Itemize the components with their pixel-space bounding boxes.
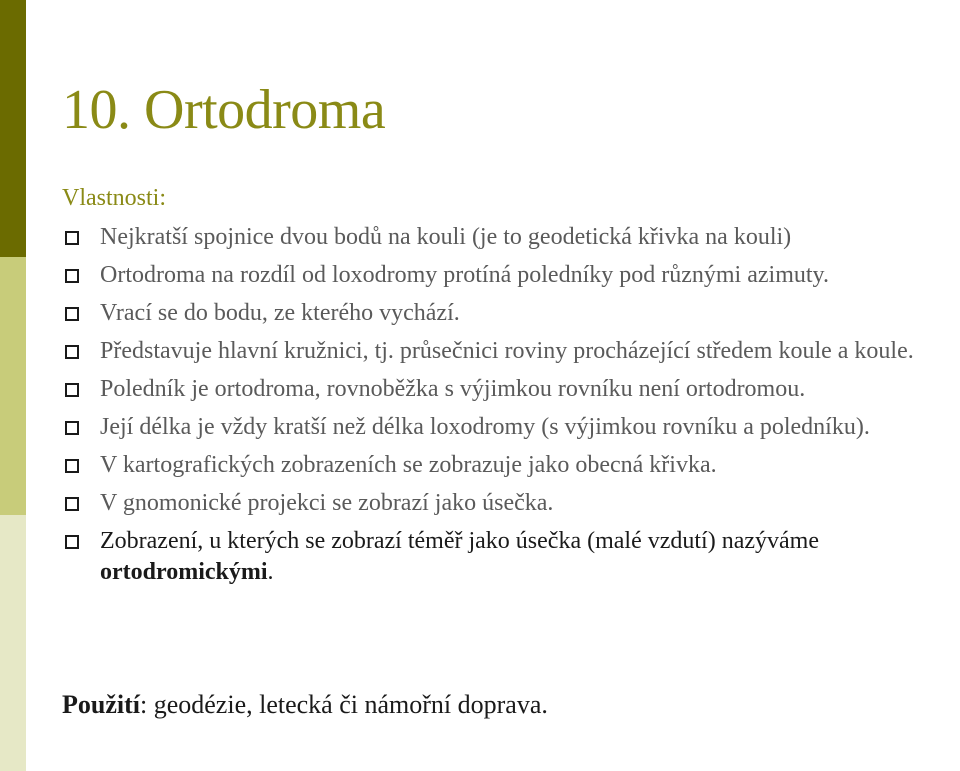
bullet-text: Vrací se do bodu, ze kterého vychází.	[100, 300, 460, 326]
bullet-item	[62, 488, 952, 519]
bullet-item	[62, 450, 952, 481]
bullet-list	[62, 222, 952, 595]
usage-line	[62, 690, 548, 720]
square-bullet-icon	[65, 345, 79, 359]
square-bullet-icon	[65, 459, 79, 473]
bullet-item	[62, 374, 952, 405]
square-bullet-icon	[65, 497, 79, 511]
sidebar-decoration	[0, 0, 26, 771]
sidebar-segment-light	[0, 515, 26, 771]
bullet-text-bold: ortodromickými	[100, 559, 268, 585]
square-bullet-icon	[65, 269, 79, 283]
bullet-text: V gnomonické projekci se zobrazí jako úsečka.	[100, 490, 554, 516]
square-bullet-icon	[65, 307, 79, 321]
bullet-text: Ortodroma na rozdíl od loxodromy protíná poledníky pod různými azimuty.	[100, 262, 829, 288]
bullet-text: V kartografických zobrazeních se zobrazuje jako obecná křivka.	[100, 452, 717, 478]
bullet-text: Nejkratší spojnice dvou bodů na kouli (je to geodetická křivka na kouli)	[100, 224, 792, 250]
square-bullet-icon	[65, 535, 79, 549]
square-bullet-icon	[65, 231, 79, 245]
slide-title: 10. Ortodroma	[62, 79, 386, 141]
bullet-text: Její délka je vždy kratší než délka loxodromy (s výjimkou rovníku a poledníku).	[100, 414, 870, 440]
bullet-text: Představuje hlavní kružnici, tj. průsečnici roviny procházející středem koule a koule.	[100, 338, 914, 364]
bullet-text: Poledník je ortodroma, rovnoběžka s výjimkou rovníku není ortodromou.	[100, 376, 806, 402]
sidebar-segment-dark	[0, 0, 26, 257]
usage-text: : geodézie, letecká či námořní doprava.	[140, 690, 548, 719]
usage-label: Použití	[62, 690, 140, 719]
bullet-text: Zobrazení, u kterých se zobrazí téměř jako úsečka (malé vzdutí) nazýváme	[100, 528, 819, 554]
sidebar-segment-mid	[0, 257, 26, 515]
square-bullet-icon	[65, 383, 79, 397]
bullet-item	[62, 298, 952, 329]
section-label: Vlastnosti:	[62, 185, 167, 211]
bullet-text-tail: .	[267, 559, 274, 585]
bullet-item	[62, 336, 952, 367]
bullet-item	[62, 222, 952, 253]
bullet-item	[62, 260, 952, 291]
bullet-item	[62, 412, 952, 443]
bullet-item	[62, 526, 952, 588]
square-bullet-icon	[65, 421, 79, 435]
